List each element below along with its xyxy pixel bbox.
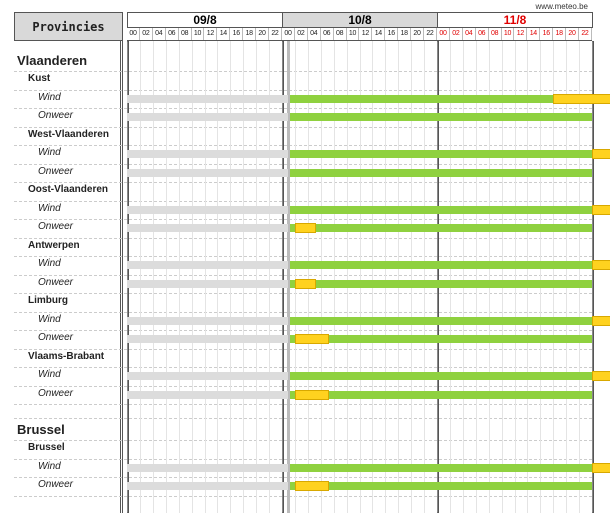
hour-label: 10	[502, 28, 515, 40]
bar-past	[127, 317, 288, 325]
hour-label: 06	[166, 28, 179, 40]
grid-line	[308, 41, 309, 513]
grid-line	[385, 41, 386, 513]
row-label-item: Wind	[38, 313, 61, 325]
hour-label: 08	[334, 28, 347, 40]
bar-no-warning[interactable]	[290, 95, 592, 103]
grid-line	[553, 41, 554, 513]
grid-line	[566, 41, 567, 513]
bar-warning-yellow[interactable]	[593, 206, 610, 214]
bar-no-warning[interactable]	[290, 391, 592, 399]
bar-warning-yellow[interactable]	[296, 391, 328, 399]
grid-line	[411, 41, 412, 513]
bar-no-warning[interactable]	[290, 464, 592, 472]
hour-label: 00	[437, 28, 450, 40]
grid-line	[179, 41, 180, 513]
grid-line	[295, 41, 296, 513]
row-label-item: Onweer	[38, 276, 74, 288]
bar-no-warning[interactable]	[290, 317, 592, 325]
bar-no-warning[interactable]	[290, 335, 592, 343]
bar-warning-yellow[interactable]	[593, 317, 610, 325]
hour-label: 22	[424, 28, 437, 40]
row-label-reg: Oost-Vlaanderen	[28, 184, 109, 196]
bar-past	[127, 113, 288, 121]
row-label-item: Onweer	[38, 110, 74, 122]
grid-line	[592, 41, 594, 513]
bar-past	[127, 335, 288, 343]
hour-label: 00	[127, 28, 140, 40]
grid-line	[243, 41, 244, 513]
bar-warning-yellow[interactable]	[554, 95, 610, 103]
row-label-item: Wind	[38, 258, 61, 270]
grid-line	[256, 41, 257, 513]
grid-line	[217, 41, 218, 513]
hour-label: 10	[192, 28, 205, 40]
hour-row-0	[127, 28, 282, 41]
hour-label: 08	[489, 28, 502, 40]
hour-label: 22	[579, 28, 592, 40]
grid-line	[321, 41, 322, 513]
bar-past	[127, 372, 288, 380]
hour-label: 18	[398, 28, 411, 40]
row-label-reg: Vlaams-Brabant	[28, 350, 105, 362]
current-time-marker	[287, 41, 290, 513]
grid-line	[372, 41, 373, 513]
hour-label: 14	[527, 28, 540, 40]
grid-line	[527, 41, 528, 513]
grid-line	[540, 41, 541, 513]
grid-line	[424, 41, 425, 513]
row-label-reg: Brussel	[28, 442, 65, 454]
grid-line	[166, 41, 167, 513]
grid-line	[153, 41, 154, 513]
day-header-2: 11/8	[437, 12, 593, 28]
grid-line	[579, 41, 580, 513]
hour-label: 06	[321, 28, 334, 40]
row-label-item: Onweer	[38, 221, 74, 233]
bar-warning-yellow[interactable]	[593, 261, 610, 269]
grid-line	[437, 41, 439, 513]
bar-no-warning[interactable]	[290, 482, 592, 490]
bar-warning-yellow[interactable]	[296, 482, 328, 490]
row-label-item: Wind	[38, 369, 61, 381]
row-label-item: Wind	[38, 147, 61, 159]
grid-line	[282, 41, 284, 513]
grid-line	[476, 41, 477, 513]
day-header-1: 10/8	[282, 12, 438, 28]
hour-label: 10	[347, 28, 360, 40]
hour-label: 00	[282, 28, 295, 40]
grid-line	[502, 41, 503, 513]
bar-warning-yellow[interactable]	[593, 150, 610, 158]
bar-no-warning[interactable]	[290, 280, 592, 288]
bar-no-warning[interactable]	[290, 206, 592, 214]
hour-label: 04	[308, 28, 321, 40]
provinces-header: Provincies	[14, 12, 123, 41]
bar-past	[127, 206, 288, 214]
bar-past	[127, 150, 288, 158]
hour-label: 18	[243, 28, 256, 40]
hour-row-2	[437, 28, 592, 41]
bar-warning-yellow[interactable]	[296, 335, 328, 343]
hour-label: 04	[463, 28, 476, 40]
bar-no-warning[interactable]	[290, 150, 592, 158]
bar-no-warning[interactable]	[290, 261, 592, 269]
grid-line	[347, 41, 348, 513]
grid-line	[140, 41, 141, 513]
hour-label: 12	[204, 28, 217, 40]
bar-past	[127, 224, 288, 232]
grid-line	[334, 41, 335, 513]
bar-no-warning[interactable]	[290, 372, 592, 380]
hour-label: 18	[553, 28, 566, 40]
bar-warning-yellow[interactable]	[296, 280, 315, 288]
hour-label: 16	[385, 28, 398, 40]
grid-line	[398, 41, 399, 513]
grid-line	[450, 41, 451, 513]
row-label-item: Onweer	[38, 165, 74, 177]
hour-label: 20	[256, 28, 269, 40]
row-label-reg: Kust	[28, 73, 51, 85]
grid-line	[269, 41, 270, 513]
row-label-prov: Vlaanderen	[17, 53, 88, 68]
bar-warning-yellow[interactable]	[593, 464, 610, 472]
row-label-item: Wind	[38, 202, 61, 214]
bar-past	[127, 280, 288, 288]
hour-label: 14	[217, 28, 230, 40]
day-header-0: 09/8	[127, 12, 283, 28]
bar-past	[127, 391, 288, 399]
grid-line	[205, 41, 206, 513]
hour-label: 12	[514, 28, 527, 40]
row-label-item: Onweer	[38, 387, 74, 399]
row-label-item: Wind	[38, 460, 61, 472]
grid-line	[489, 41, 490, 513]
bar-warning-yellow[interactable]	[296, 224, 315, 232]
bar-past	[127, 95, 288, 103]
row-label-prov: Brussel	[17, 422, 65, 437]
bar-no-warning[interactable]	[290, 169, 592, 177]
timeline-chart	[127, 41, 592, 513]
grid-line	[192, 41, 193, 513]
site-url[interactable]: www.meteo.be	[535, 2, 588, 11]
hour-label: 08	[179, 28, 192, 40]
hour-label: 20	[411, 28, 424, 40]
hour-label: 14	[372, 28, 385, 40]
row-label-item: Wind	[38, 91, 61, 103]
row-label-item: Onweer	[38, 332, 74, 344]
hour-label: 02	[295, 28, 308, 40]
hour-label: 02	[450, 28, 463, 40]
row-label-reg: Limburg	[28, 295, 68, 307]
hour-label: 12	[359, 28, 372, 40]
bar-past	[127, 169, 288, 177]
bar-past	[127, 261, 288, 269]
bar-warning-yellow[interactable]	[593, 372, 610, 380]
grid-line	[463, 41, 464, 513]
hour-label: 16	[540, 28, 553, 40]
bar-past	[127, 482, 288, 490]
row-label-reg: West-Vlaanderen	[28, 128, 109, 140]
grid-line	[360, 41, 361, 513]
bar-no-warning[interactable]	[290, 224, 592, 232]
hour-label: 06	[476, 28, 489, 40]
hour-label: 02	[140, 28, 153, 40]
bar-past	[127, 464, 288, 472]
grid-line	[230, 41, 231, 513]
hour-label: 22	[269, 28, 282, 40]
row-label-item: Onweer	[38, 479, 74, 491]
hour-label: 04	[153, 28, 166, 40]
row-label-reg: Antwerpen	[28, 239, 80, 251]
grid-line	[127, 41, 129, 513]
hour-label: 20	[566, 28, 579, 40]
bar-no-warning[interactable]	[290, 113, 592, 121]
hour-label: 16	[230, 28, 243, 40]
grid-line	[515, 41, 516, 513]
hour-row-1	[282, 28, 437, 41]
